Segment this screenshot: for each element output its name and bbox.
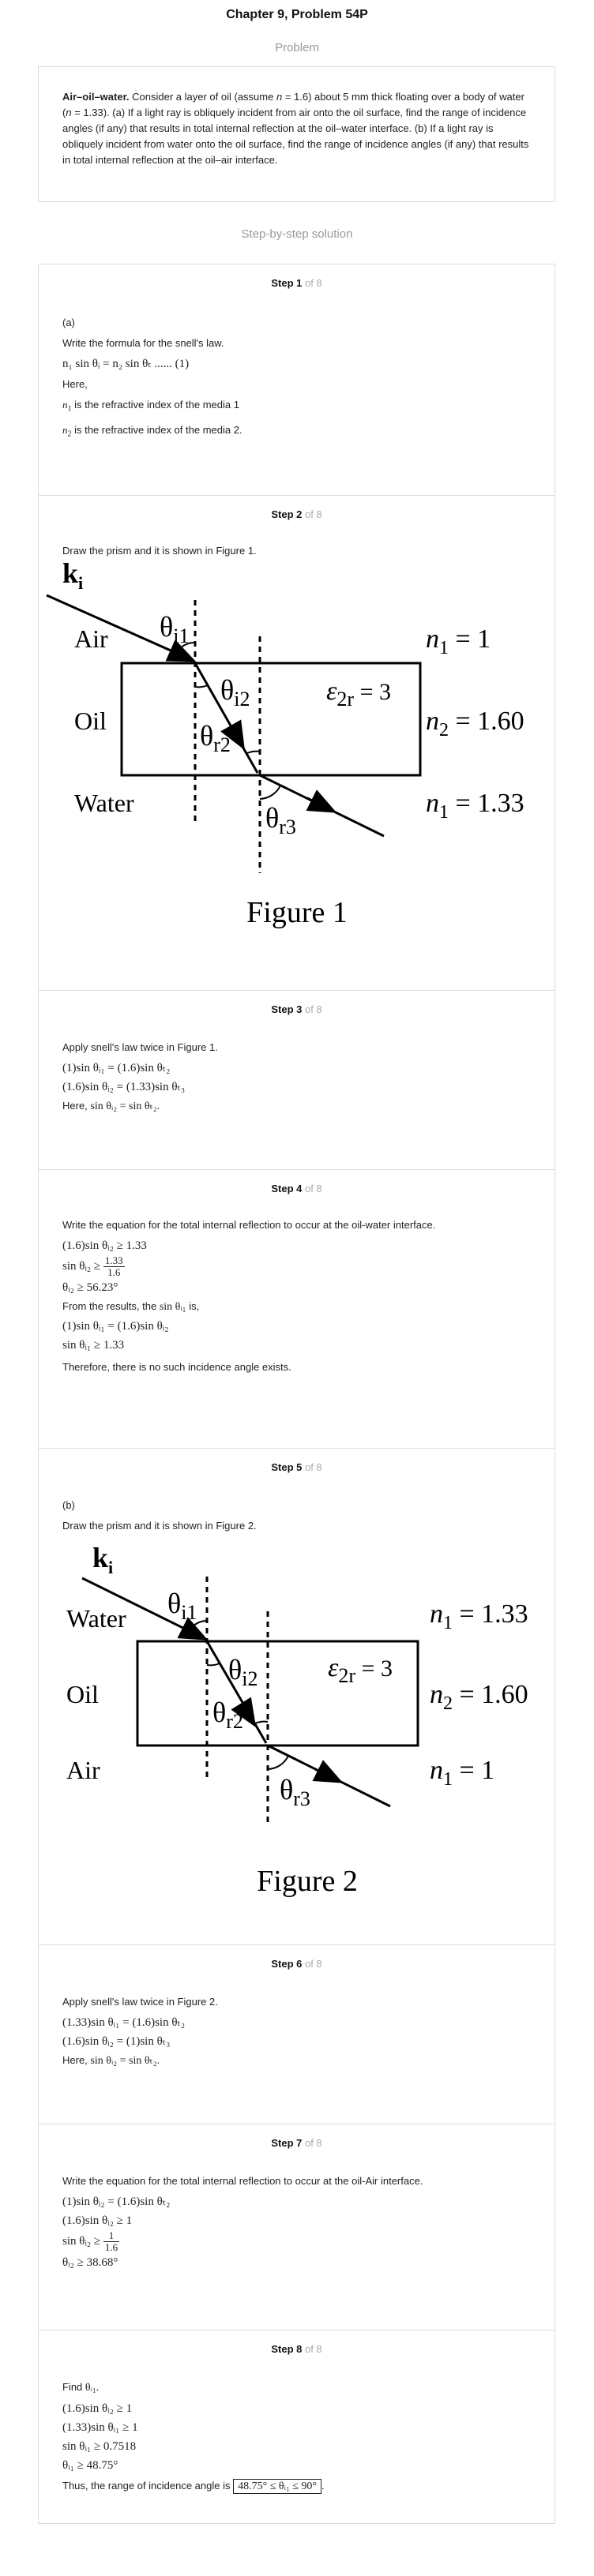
step-8-card: Step 8 of 8 Find θᵢ₁. (1.6)sin θᵢ₂ ≥ 1 (1.33)sin θᵢ₁ ≥ 1 sin θᵢ₁ ≥ 0.7518 θᵢ₁ ≥ 48.75° Thus, the range of incidence angle is 48.75° ≤ θᵢ₁ ≤ 90° . bbox=[38, 2330, 555, 2524]
fig1-n-top: $n_1 = 1$ bbox=[426, 624, 491, 658]
fig2-n-mid: $n_2 = 1.60$ bbox=[430, 1680, 528, 1714]
step-6-heading: Step 6 of 8 bbox=[271, 1958, 322, 1970]
problem-bold-lead: Air–oil–water. bbox=[62, 91, 130, 103]
problem-heading: Problem bbox=[275, 41, 319, 54]
step-3-heading: Step 3 of 8 bbox=[271, 1003, 322, 1015]
step-4-card: Step 4 of 8 Write the equation for the total internal reflection to occur at the oil-water interface. (1.6)sin θᵢ₂ ≥ 1.33 sin θᵢ₂ ≥ $\frac{1.33}{1.6}$ θᵢ₂ ≥ 56.23° From the results, the sin θᵢ₁ is, (1)sin θᵢ₁ = (1.6)sin θᵢ₂ sin θᵢ₁ ≥ 1.33 Therefore, there is no such incidence angle exists. bbox=[38, 1169, 555, 1449]
final-answer-box: 48.75° ≤ θᵢ₁ ≤ 90° bbox=[233, 2479, 321, 2494]
step-7-card: Step 7 of 8 Write the equation for the total internal reflection to occur at the oil-Air interface. (1)sin θᵢ₂ = (1.6)sin θₜ₂ (1.6)sin θᵢ₂ ≥ 1 sin θᵢ₂ ≥ $\frac{1}{1.6}$ θᵢ₂ ≥ 38.68° bbox=[38, 2124, 555, 2330]
fig2-theta-r3: $\theta_{r3}$ bbox=[280, 1774, 310, 1810]
step-2-heading: Step 2 of 8 bbox=[271, 508, 322, 520]
part-a-label: (a) bbox=[62, 317, 75, 328]
fig1-top-medium: Air bbox=[74, 624, 108, 653]
fig2-bottom-medium: Air bbox=[66, 1756, 100, 1784]
fig1-theta-r2: $\theta_{r2}$ bbox=[200, 720, 231, 756]
solution-heading: Step-by-step solution bbox=[241, 227, 353, 241]
fig2-theta-i1: $\theta_{i1}$ bbox=[167, 1588, 197, 1624]
fig2-theta-r2: $\theta_{r2}$ bbox=[212, 1697, 243, 1733]
step-8-heading: Step 8 of 8 bbox=[271, 2343, 322, 2355]
fig1-epsilon: $\varepsilon_{2r} = 3$ bbox=[326, 677, 391, 711]
fig2-theta-i2: $\theta_{i2}$ bbox=[228, 1654, 258, 1690]
fig1-n-mid: $n_2 = 1.60$ bbox=[426, 707, 524, 741]
fig1-ki-label: $k_i$ bbox=[62, 559, 84, 593]
step-7-heading: Step 7 of 8 bbox=[271, 2137, 322, 2149]
fig1-n-bot: $n_1 = 1.33$ bbox=[426, 789, 524, 823]
figure-2 bbox=[39, 1535, 556, 1946]
fig1-middle-medium: Oil bbox=[74, 707, 107, 735]
fig1-caption: Figure 1 bbox=[246, 896, 348, 929]
part-b-label: (b) bbox=[62, 1499, 75, 1511]
fig2-epsilon: $\varepsilon_{2r} = 3$ bbox=[328, 1653, 393, 1687]
step-6-card: Step 6 of 8 Apply snell's law twice in Figure 2. (1.33)sin θᵢ₁ = (1.6)sin θₜ₂ (1.6)sin θᵢ₂ = (1)sin θₜ₃ Here, sin θᵢ₂ = sin θₜ₂. bbox=[38, 1944, 555, 2124]
fig2-caption: Figure 2 bbox=[257, 1865, 358, 1898]
step-5-heading: Step 5 of 8 bbox=[271, 1461, 322, 1473]
figure-1 bbox=[39, 559, 556, 985]
step-2-card: Step 2 of 8 Draw the prism and it is shown in Figure 1. $k_i$ Air Oil Water $\theta_{i1}$ $\theta_{i2}$ $\theta_{r2}$ $\theta_{r3}$ $\varepsilon_{2r} = 3$ $n_1 = 1$ $n_2 = 1.60$ $n_1 = 1.33$ Figure 1 bbox=[38, 495, 555, 991]
step-4-heading: Step 4 of 8 bbox=[271, 1183, 322, 1194]
page-title: Chapter 9, Problem 54P bbox=[226, 8, 368, 21]
step-1-card: Step 1 of 8 (a) Write the formula for the snell's law. n₁ sin θᵢ = n₂ sin θₜ ...... (1) Here, $n_1$ is the refractive index of the media 1 $n_2$ is the refractive index of the media 2. bbox=[38, 264, 555, 496]
step-5-card: Step 5 of 8 (b) Draw the prism and it is shown in Figure 2. $k_i$ Water Oil Air $\theta_{i1}$ $\theta_{i2}$ $\theta_{r2}$ $\theta_{r3}$ $\varepsilon_{2r} = 3$ $n_1 = 1.33$ $n_2 = 1.60$ $n_1 = 1$ Figure 2 bbox=[38, 1448, 555, 1945]
fig1-bottom-medium: Water bbox=[74, 789, 134, 817]
fig2-n-top: $n_1 = 1.33$ bbox=[430, 1599, 528, 1633]
fig2-n-bot: $n_1 = 1$ bbox=[430, 1756, 495, 1790]
snell-law-equation: n₁ sin θᵢ = n₂ sin θₜ ...... (1) bbox=[62, 358, 190, 370]
fig1-theta-i2: $\theta_{i2}$ bbox=[220, 674, 250, 711]
problem-text: Air–oil–water. Consider a layer of oil (assume n = 1.6) about 5 mm thick floating over a body of water (n = 1.33). (a) If a light ray is obliquely incident from air onto the oil surface, find the range of incidence angles (if any) that results in total internal reflection at the oil–water interface. (b) If a light ray is obliquely incident from water onto the oil surface, find the range of incidence angles (if any) that results in total internal reflection at the oil–air interface. bbox=[62, 91, 529, 166]
fig2-top-medium: Water bbox=[66, 1604, 126, 1633]
step-1-heading: Step 1 of 8 bbox=[271, 277, 322, 289]
fig1-theta-r3: $\theta_{r3}$ bbox=[265, 802, 296, 838]
step-3-card: Step 3 of 8 Apply snell's law twice in Figure 1. (1)sin θᵢ₁ = (1.6)sin θₜ₂ (1.6)sin θᵢ₂ = (1.33)sin θₜ₃ Here, sin θᵢ₂ = sin θₜ₂. bbox=[38, 990, 555, 1170]
fig2-ki-label: $k_i$ bbox=[92, 1542, 114, 1577]
problem-card bbox=[38, 66, 555, 202]
fig2-middle-medium: Oil bbox=[66, 1680, 99, 1708]
fig1-theta-i1: $\theta_{i1}$ bbox=[160, 611, 190, 647]
